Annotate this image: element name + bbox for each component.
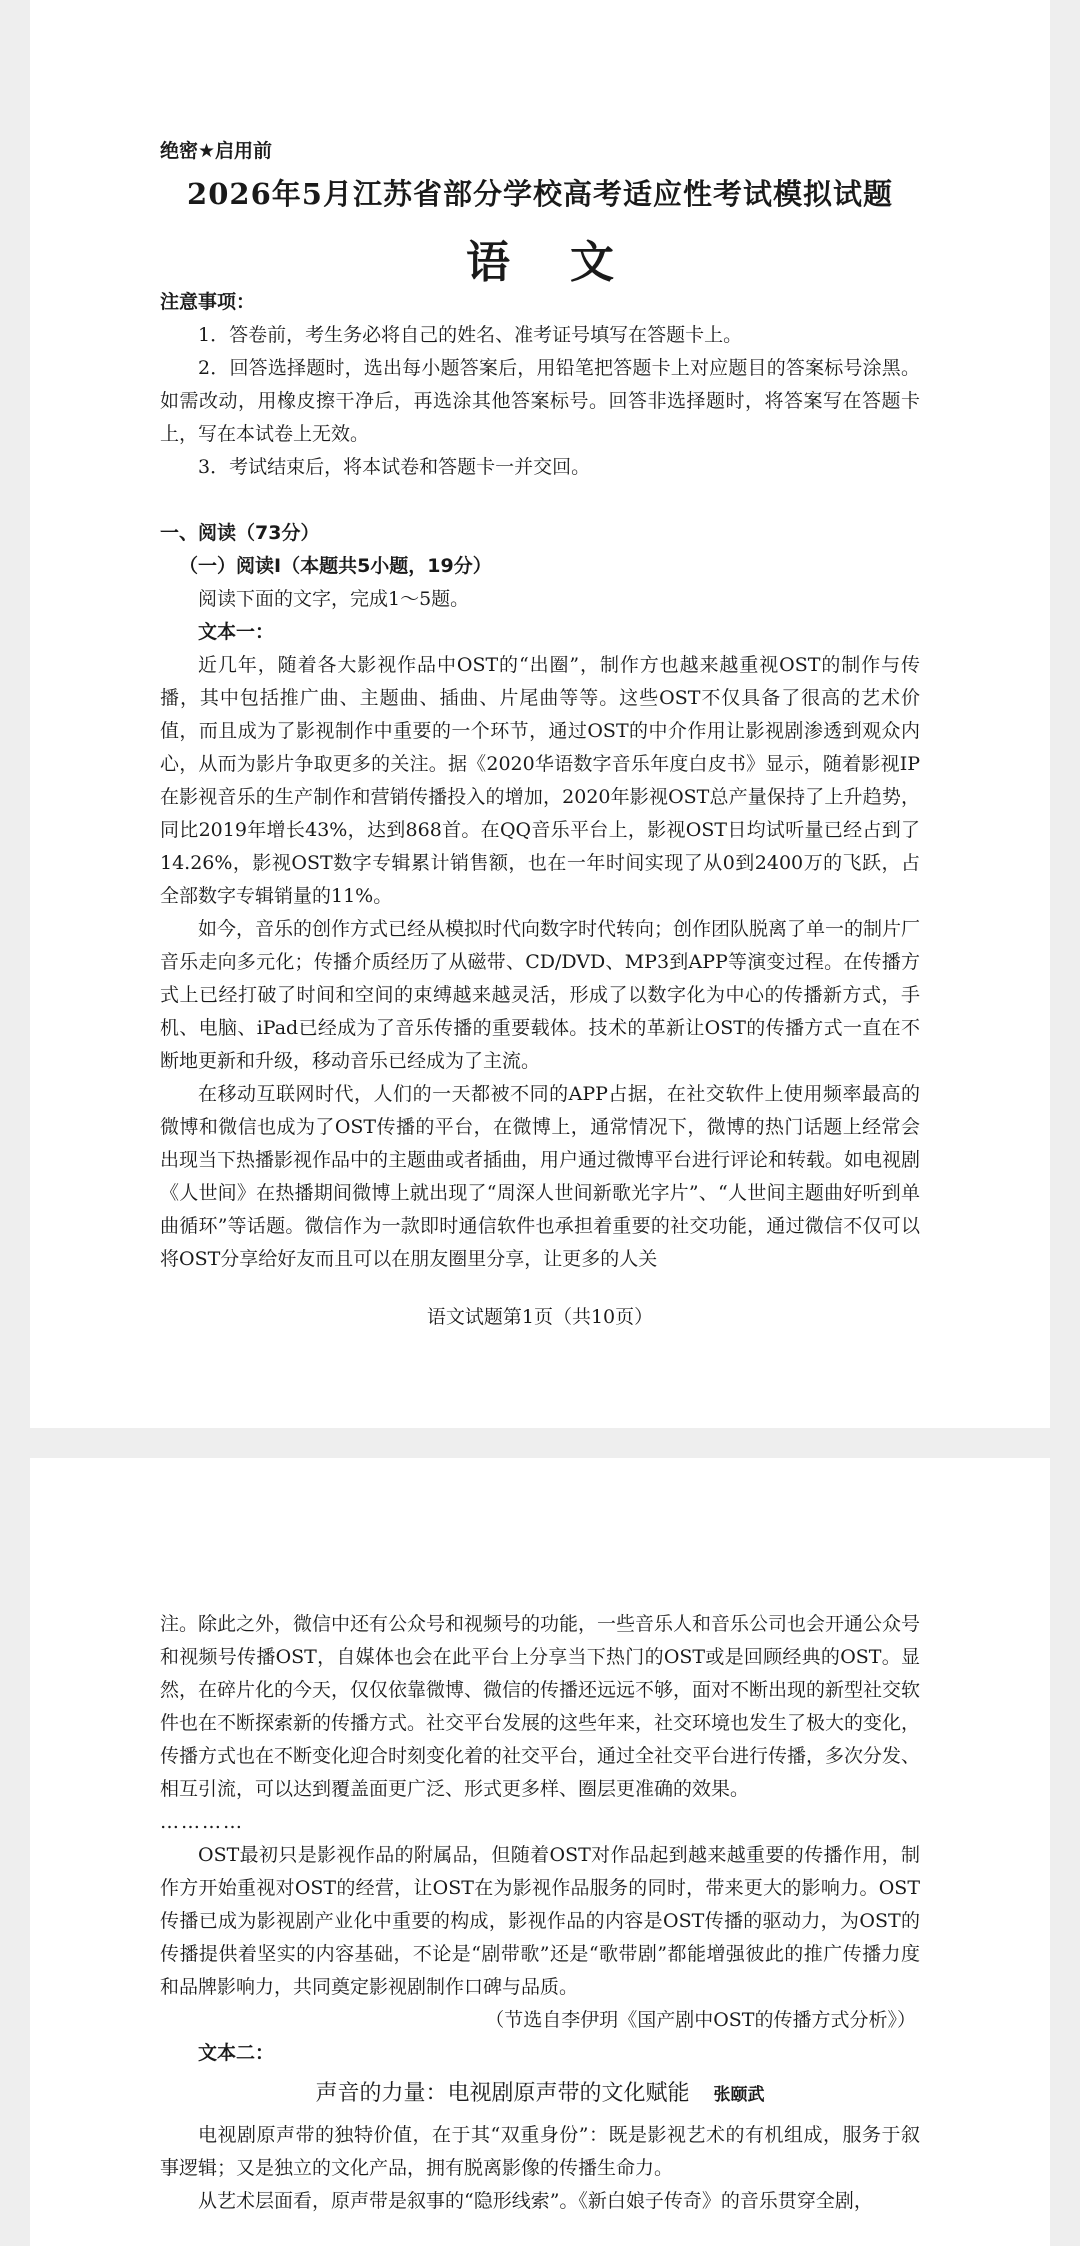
article-paragraph: 从艺术层面看，原声带是叙事的“隐形线索”。《新白娘子传奇》的音乐贯穿全剧， <box>198 2190 873 2212</box>
page1-body <box>160 286 920 1276</box>
notice-item: 3．考试结束后，将本试卷和答题卡一并交回。 <box>198 456 591 478</box>
article-title <box>160 2074 920 2115</box>
article-paragraph: 注。除此之外，微信中还有公众号和视频号的功能，一些音乐人和音乐公司也会开通公众号和视频号传播OST，自媒体也会在此平台上分享当下热门的OST或是回顾经典的OST。显然，在碎片化的今天，仅仅依靠微博、微信的传播还远远不够，面对不断出现的新型社交软件也在不断探索新的传播方式。社交平台发展的这些年来，社交环境也发生了极大的变化，传播方式也在不断变化迎合时刻变化着的社交平台，通过全社交平台进行传播，多次分发、相互引流，可以达到覆盖面更广泛、形式更多样、圈层更准确的效果。 <box>160 1613 921 1800</box>
notice-heading: 注意事项： <box>160 291 256 313</box>
text2-label: 文本二： <box>198 2042 275 2064</box>
article-paragraph: 在移动互联网时代，人们的一天都被不同的APP占据，在社交软件上使用频率最高的微博和微信也成为了OST传播的平台，在微博上，通常情况下，微博的热门话题上经常会出现当下热播影视作品中的主题曲或者插曲，用户通过微博平台进行评论和转载。如电视剧《人世间》在热播期间微博上就出现了“周深人世间新歌光字片”、“人世间主题曲好听到单曲循环”等话题。微信作为一款即时通信软件也承担着重要的社交功能，通过微信不仅可以将OST分享给好友而且可以在朋友圈里分享，让更多的人关 <box>160 1083 921 1270</box>
exam-title: 2026年5月江苏省部分学校高考适应性考试模拟试题 <box>187 177 893 211</box>
article-paragraph: 如今，音乐的创作方式已经从模拟时代向数字时代转向；创作团队脱离了单一的制片厂音乐走向多元化；传播介质经历了从磁带、CD/DVD、MP3到APP等演变过程。在传播方式上已经打破了时间和空间的束缚越来越灵活，形成了以数字化为中心的传播新方式，手机、电脑、iPad已经成为了音乐传播的重要载体。技术的革新让OST的传播方式一直在不断地更新和升级，移动音乐已经成为了主流。 <box>160 918 921 1072</box>
source-citation: （节选自李伊玥《国产剧中OST的传播方式分析》） <box>485 2009 916 2031</box>
omission-mark: ………… <box>160 1811 244 1833</box>
section-heading: 一、阅读（73分） <box>160 522 320 544</box>
exam-page-2 <box>30 1458 1050 2246</box>
notice-item: 2．回答选择题时，选出每小题答案后，用铅笔把答题卡上对应题目的答案标号涂黑。如需改动，用橡皮擦干净后，再选涂其他答案标号。回答非选择题时，将答案写在答题卡上，写在本试卷上无效。 <box>160 357 920 445</box>
page2-body <box>160 1608 920 2218</box>
article-paragraph: OST最初只是影视作品的附属品，但随着OST对作品起到越来越重要的传播作用，制作方开始重视对OST的经营，让OST在为影视作品服务的同时，带来更大的影响力。OST传播已成为影视剧产业化中重要的构成，影视作品的内容是OST传播的驱动力，为OST的传播提供着坚实的内容基础，不论是“剧带歌”还是“歌带剧”都能增强彼此的推广传播力度和品牌影响力，共同奠定影视剧制作口碑与品质。 <box>160 1844 920 1998</box>
article-title-text: 声音的力量：电视剧原声带的文化赋能 <box>315 2081 690 2106</box>
article-paragraph: 近几年，随着各大影视作品中OST的“出圈”，制作方也越来越重视OST的制作与传播，其中包括推广曲、主题曲、插曲、片尾曲等等。这些OST不仅具备了很高的艺术价值，而且成为了影视制作中重要的一个环节，通过OST的中介作用让影视剧渗透到观众内心，从而为影片争取更多的关注。据《2020华语数字音乐年度白皮书》显示，随着影视IP在影视音乐的生产制作和营销传播投入的增加，2020年影视OST总产量保持了上升趋势，同比2019年增长43%，达到868首。在QQ音乐平台上，影视OST日均试听量已经占到了14.26%，影视OST数字专辑累计销售额，也在一年时间实现了从0到2400万的飞跃，占全部数字专辑销量的11%。 <box>160 654 920 907</box>
instruction-text: 阅读下面的文字，完成1～5题。 <box>198 588 470 610</box>
subsection-heading: （一）阅读Ⅰ（本题共5小题，19分） <box>179 555 492 577</box>
subject-title: 语文 <box>466 237 674 288</box>
page-footer: 语文试题第1页（共10页） <box>426 1306 654 1328</box>
exam-page-1 <box>30 0 1050 1428</box>
notice-item: 1．答卷前，考生务必将自己的姓名、准考证号填写在答题卡上。 <box>198 324 743 346</box>
article-author: 张颐武 <box>713 2085 765 2105</box>
text1-label: 文本一： <box>198 621 275 643</box>
confidential-mark: 绝密★启用前 <box>160 140 273 162</box>
article-paragraph: 电视剧原声带的独特价值，在于其“双重身份”：既是影视艺术的有机组成，服务于叙事逻辑；又是独立的文化产品，拥有脱离影像的传播生命力。 <box>160 2124 920 2179</box>
